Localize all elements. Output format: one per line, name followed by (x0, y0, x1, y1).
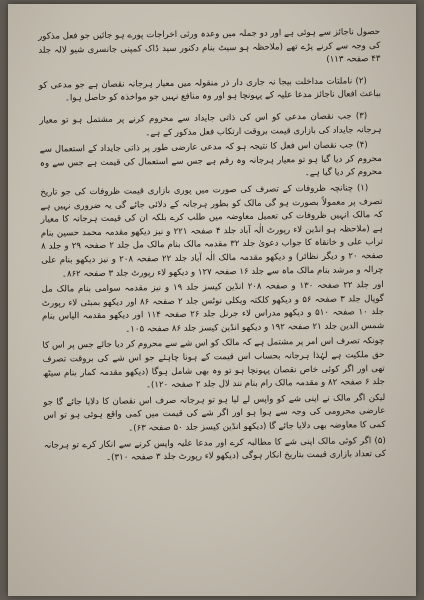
paragraph-9: (۵) اگر کوئی مالک اپنی شے کا مطالبہ کرے اور مدعا علیہ واپس کرنے سے انکار کرے تو ہرجانہ کی تعداد بازاری قیمت بتاریخ انکار ہوگی (دیکھو لاء رپورٹ جلد ۳ صفحہ ۳۱۰)۔ (43, 435, 387, 464)
paragraph-2: (۲) ناملتات مداخلت بیجا نہ جاری دار ذر منقولہ میں معیار ہرجانہ نقصان ہے جو مدعی کو بباعث افعال ناجائز مدعا علیہ کے پہونچا ہو اور وہ منافع نہیں جو مواخذہ کو حاصل ہوا۔ (38, 75, 382, 104)
paragraph-1: حصول ناجائز سے ہوئی ہے اور دو جملہ میں وعدہ ورثی اخراجات پورے ہو جائیں جو فعل مذکور کی وجہ سے کرنے پڑے تھے (ملاحظہ ہو سیٹ بنام دکنور سید ڈاک کمپنی جانسری شیو لالہ جلد ۴۳ صفحہ ۱۱۳) (38, 26, 381, 65)
paragraph-7: چونکہ تصرف اس امر پر مشتمل ہے کہ مالک کو اس شے سے محروم کر دیا جائے جس پر اس کا حق ملکیت ہے لہٰذا ہرجانہ بحساب اس قیمت کے ہونا چاہئے جو اس شے کی بروقت تصرف تھی اور اگر کوئی خاص نقصان پہونچا ہو تو وہ بھی شامل ہوگا (دیکھو مقدمہ کمار بنام سیٹھ جلد ۶ صفحہ ۸۲ و مقدمہ مالک رام بنام نند لال جلد ۲ صفحہ ۱۲۰)۔ (42, 336, 386, 391)
scanned-page (8, 4, 416, 596)
paragraph-8: لیکن اگر مالک نے اپنی شے کو واپس لے لیا ہو تو ہرجانہ صرف اس نقصان کا دلایا جائے گا جو عارضی محرومی کی وجہ سے ہوا ہو اور اگر شے کی قیمت میں کمی واقع ہوئی ہو تو اس کمی کا معاوضہ بھی دلایا جائے گا (دیکھو انڈین کیسز جلد ۵۰ صفحہ ۶۳)۔ (43, 392, 386, 434)
paragraph-4: (۴) جب نقصان اس فعل کا نتیجہ ہو کہ مدعی عارضی طور پر ذاتی جایداد کے استعمال سے محروم کر دیا گیا ہو تو معیار ہرجانہ وہ رقم ہے جس سے استعمال کی قیمت ہے جس سے وہ محروم کر دیا گیا ہے۔ (39, 140, 383, 179)
page-body-text (38, 26, 387, 565)
paragraph-3: (۳) جب نقصان مدعی کو اس کی ذاتی جایداد سے محروم کرنے پر مشتمل ہو تو معیار ہرجانہ جایداد کی بازاری قیمت بروقت ارتکاب فعل مذکور کے ہے۔ (39, 111, 382, 138)
paragraph-6: اور جلد ۲۲ صفحہ ۱۳۰ و صفحہ ۲۰۸ انڈین کیسز جلد ۱۹ و نیز مقدمہ سوامی بنام مالک مل گوپال جلد ۳ صفحہ ۵۶ و دیکھو کلکتہ ویکلی نوٹس جلد ۲ صفحہ ۸۶ اور دیکھو بمبئی لاء رپورٹ جلد ۱۰ صفحہ ۵۱۰ و دیکھو مدراس لاء جرنل جلد ۲۶ صفحہ ۱۱۴ اور دیکھو مقدمہ الیاس بنام شمس الدین جلد ۲۱ صفحہ ۱۹۲ و دیکھو انڈین کیسز جلد ۸۶ صفحہ ۱۰۵۔ (41, 280, 385, 335)
paragraph-5: (۱) چنانچہ ظروفات کے تصرف کی صورت میں پوری بازاری قیمت ظروفات کی جو تاریخ تصرف پر معمولاً بصورت ہو گی مالک کو بطور ہرجانہ کے دلائی جائے گی یہ ضروری نہیں ہے کہ مالک انہیں ظروفات کی تعمیل معاوضہ میں طلب کرے بلکہ ان کی قیمت ہرجانہ کا معیار ہے (ملاحظہ ہو انڈین لاء رپورٹ الٰہ آباد جلد ۴ صفحہ ۲۲۱ و نیز دیکھو مقدمہ محمد حسین بنام تراب علی و خانقاہ کا جواب دعویٰ جلد ۳۲ مقدمہ مالک بنام مالک مل جلد ۲ صفحہ ۲۹ و جلد ۸ صفحہ ۲۰ و دیگر نظائر) و دیکھو مقدمہ مالک الٰہ آباد جلد ۲۲ صفحہ ۲۰۸ و نیز دیکھو بنام علی چرالہ و مرشد بنام مالک ماہ سے جلد ۱۶ صفحہ ۱۲۷ و دیکھو لاء رپورٹ جلد ۳ صفحہ ۸۶۲۔ (40, 183, 384, 279)
